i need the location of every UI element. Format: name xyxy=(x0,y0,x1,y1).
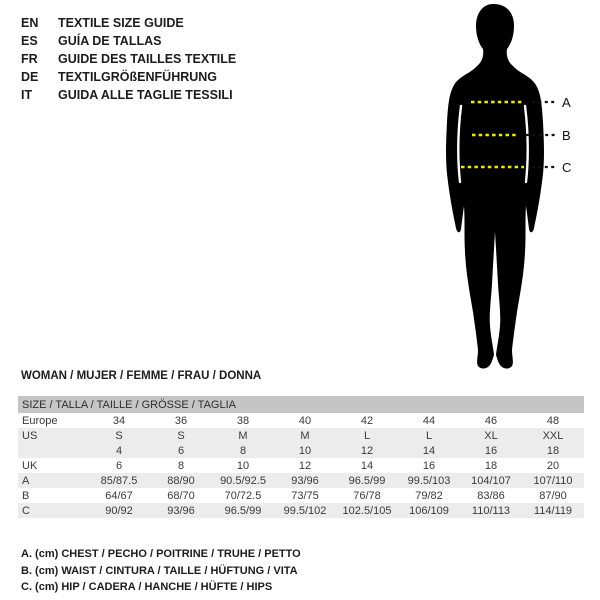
size-cell: 87/90 xyxy=(539,489,567,502)
table-row-uk xyxy=(18,458,584,473)
row-label: UK xyxy=(22,459,38,472)
size-cell: L xyxy=(425,429,433,442)
size-table xyxy=(18,396,584,518)
size-cell: 99.5/103 xyxy=(407,474,451,487)
table-header-bar: SIZE / TALLA / TAILLE / GRÖSSE / TAGLIA xyxy=(18,396,584,413)
table-row-chest xyxy=(18,473,584,488)
size-cell: 76/78 xyxy=(353,489,381,502)
size-cell: 93/96 xyxy=(291,474,319,487)
size-cell: 44 xyxy=(422,414,436,427)
table-row-europe xyxy=(18,413,584,428)
language-row-en xyxy=(21,14,236,32)
size-cell: 83/86 xyxy=(477,489,505,502)
row-label: US xyxy=(22,429,38,442)
language-code: IT xyxy=(21,88,33,102)
size-cell: XXL xyxy=(542,429,564,442)
size-cell: 8 xyxy=(239,444,247,457)
row-label: B xyxy=(22,489,30,502)
language-title: GUIDA ALLE TAGLIE TESSILI xyxy=(58,88,233,102)
woman-silhouette xyxy=(446,4,544,369)
size-cell: 79/82 xyxy=(415,489,443,502)
size-cell: 40 xyxy=(298,414,312,427)
size-cell: 90.5/92.5 xyxy=(220,474,266,487)
language-code: DE xyxy=(21,70,39,84)
size-cell: 90/92 xyxy=(105,504,133,517)
row-label: C xyxy=(22,504,30,517)
size-cell: 110/113 xyxy=(471,504,511,517)
size-cell: 48 xyxy=(546,414,560,427)
size-cell: 6 xyxy=(115,459,123,472)
row-label: A xyxy=(22,474,30,487)
size-cell: L xyxy=(363,429,371,442)
marker-label-a: A xyxy=(562,95,571,110)
size-cell: 18 xyxy=(484,459,498,472)
size-cell: 64/67 xyxy=(105,489,133,502)
size-cell: M xyxy=(238,429,248,442)
language-title-list xyxy=(21,14,236,104)
size-cell: 6 xyxy=(177,444,185,457)
size-cell: 16 xyxy=(484,444,498,457)
size-cell: 16 xyxy=(422,459,436,472)
size-cell: 18 xyxy=(546,444,560,457)
size-cell: XL xyxy=(484,429,498,442)
woman-silhouette-figure xyxy=(425,0,585,372)
language-title: GUÍA DE TALLAS xyxy=(58,34,162,48)
size-cell: 102.5/105 xyxy=(342,504,392,517)
size-cell: 36 xyxy=(174,414,188,427)
language-code: FR xyxy=(21,52,38,66)
language-title: GUIDE DES TAILLES TEXTILE xyxy=(58,52,237,66)
size-cell: 114/119 xyxy=(533,504,573,517)
size-cell: 38 xyxy=(236,414,250,427)
size-cell: S xyxy=(115,429,123,442)
language-row-it xyxy=(21,86,236,104)
size-cell: 12 xyxy=(360,444,374,457)
size-cell: 96.5/99 xyxy=(224,504,262,517)
table-row-hip xyxy=(18,503,584,518)
language-row-fr xyxy=(21,50,236,68)
size-cell: 93/96 xyxy=(167,504,195,517)
size-cell: 106/109 xyxy=(409,504,449,517)
size-cell: 70/72.5 xyxy=(224,489,262,502)
marker-label-b: B xyxy=(562,128,571,143)
size-cell: 104/107 xyxy=(471,474,511,487)
size-cell: 4 xyxy=(115,444,123,457)
legend-chest: A. (cm) CHEST / PECHO / POITRINE / TRUHE / PETTO xyxy=(21,548,301,560)
size-cell: M xyxy=(300,429,310,442)
size-cell: 34 xyxy=(112,414,126,427)
size-cell: 88/90 xyxy=(167,474,195,487)
size-cell: 96.5/99 xyxy=(348,474,386,487)
measurement-legend xyxy=(21,546,301,596)
size-cell: 107/110 xyxy=(533,474,573,487)
marker-label-c: C xyxy=(562,160,572,175)
table-row-waist xyxy=(18,488,584,503)
size-cell: 85/87.5 xyxy=(100,474,138,487)
size-cell: 14 xyxy=(360,459,374,472)
row-label: Europe xyxy=(22,414,58,427)
language-title: TEXTILE SIZE GUIDE xyxy=(58,16,184,30)
table-row-us-letters xyxy=(18,428,584,443)
language-row-es xyxy=(21,32,236,50)
language-title: TEXTILGRÖßENFÜHRUNG xyxy=(58,70,218,84)
size-cell: S xyxy=(177,429,185,442)
language-code: EN xyxy=(21,16,39,30)
size-cell: 10 xyxy=(236,459,250,472)
size-cell: 73/75 xyxy=(291,489,319,502)
size-cell: 99.5/102 xyxy=(283,504,327,517)
legend-hip: C. (cm) HIP / CADERA / HANCHE / HÜFTE / HIPS xyxy=(21,581,273,593)
size-cell: 46 xyxy=(484,414,498,427)
size-cell: 12 xyxy=(298,459,312,472)
size-cell: 14 xyxy=(422,444,436,457)
section-title: WOMAN / MUJER / FEMME / FRAU / DONNA xyxy=(21,370,262,382)
table-row-us-numbers xyxy=(18,443,584,458)
size-cell: 10 xyxy=(298,444,312,457)
size-cell: 8 xyxy=(177,459,185,472)
size-cell: 42 xyxy=(360,414,374,427)
size-cell: 68/70 xyxy=(167,489,195,502)
language-code: ES xyxy=(21,34,38,48)
legend-waist: B. (cm) WAIST / CINTURA / TAILLE / HÜFTUNG / VITA xyxy=(21,564,298,577)
size-cell: 20 xyxy=(546,459,560,472)
language-row-de xyxy=(21,68,236,86)
